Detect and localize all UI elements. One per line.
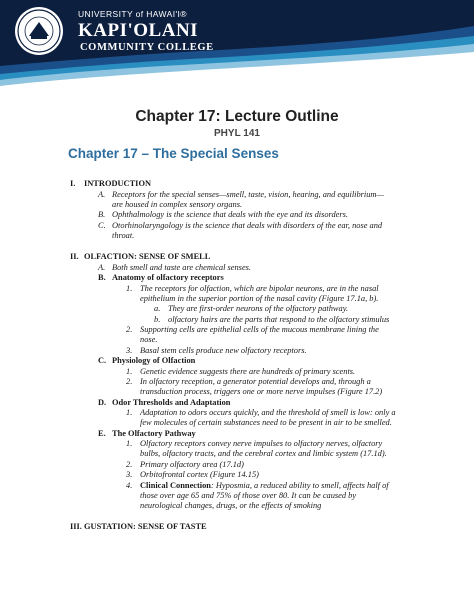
outline-text: few molecules of certain substances need to be present in air to be smelled.	[140, 418, 392, 427]
section-number: III.	[70, 522, 82, 531]
outline-text: olfactory hairs are the parts that respond to the olfactory stimulus	[168, 315, 390, 324]
outline-text: Orbitofrontal cortex (Figure 14.15)	[140, 470, 259, 479]
subheading-physiology: Physiology of Olfaction	[112, 356, 196, 365]
page-title: Chapter 17: Lecture Outline	[135, 108, 339, 125]
item-number: 4.	[126, 481, 133, 490]
item-letter: D.	[98, 398, 107, 407]
item-letter: E.	[98, 429, 106, 438]
outline-text: those over age 65 and 75% of those over 80. It can be caused by	[140, 491, 357, 500]
item-number: 2.	[126, 460, 133, 469]
outline-text: epithelium in the superior portion of the nasal cavity (Figure 17.1a, b).	[140, 294, 379, 303]
item-letter: B.	[98, 273, 106, 282]
outline-text: Olfactory receptors convey nerve impulses to olfactory nerves, olfactory	[140, 439, 383, 448]
outline-text: are housed in complex sensory organs.	[112, 200, 243, 209]
item-number: 3.	[126, 470, 133, 479]
chapter-heading: Chapter 17 – The Special Senses	[68, 146, 279, 161]
college-subtitle: COMMUNITY COLLEGE	[80, 42, 214, 53]
outline-text: Receptors for the special senses—smell, taste, vision, hearing, and equilibrium—	[112, 190, 384, 199]
item-letter: C.	[98, 356, 107, 365]
outline-text: Supporting cells are epithelial cells of the mucous membrane lining the	[140, 325, 379, 334]
subheading-anatomy: Anatomy of olfactory receptors	[112, 273, 224, 282]
section-heading-introduction: INTRODUCTION	[84, 179, 152, 188]
section-heading-olfaction: OLFACTION: SENSE OF SMELL	[84, 252, 211, 261]
outline-text: neurological changes, drugs, or the effects of smoking	[140, 501, 322, 510]
outline-text: transduction process, triggers one or more nerve impulses (Figure 17.2)	[140, 387, 383, 396]
outline-text: Primary olfactory area (17.1d)	[140, 460, 244, 469]
section-number: II.	[70, 252, 79, 261]
item-letter: B.	[98, 210, 106, 219]
subheading-pathway: The Olfactory Pathway	[112, 429, 196, 438]
outline-text: Adaptation to odors occurs quickly, and the threshold of smell is low: only a	[140, 408, 396, 417]
university-label: UNIVERSITY of HAWAI'I®	[78, 9, 187, 19]
item-letter: a.	[154, 304, 161, 313]
clinical-connection-label: Clinical Connection	[140, 481, 211, 490]
section-number: I.	[70, 179, 76, 188]
outline-text: bulbs, olfactory tracts, and the cerebral cortex and limbic system (17.1d).	[140, 449, 387, 458]
clinical-connection-line	[140, 481, 389, 492]
outline-text: Genetic evidence suggests there are hundreds of primary scents.	[140, 367, 356, 376]
outline-text: Basal stem cells produce new olfactory receptors.	[140, 346, 307, 355]
outline-text: Ophthalmology is the science that deals with the eye and its disorders.	[112, 210, 349, 219]
outline-text: : Hyposmia, a reduced ability to smell, affects half of	[210, 481, 389, 490]
item-number: 1.	[126, 439, 133, 448]
item-number: 1.	[126, 284, 133, 293]
outline-text: In olfactory reception, a generator potential develops and, through a	[140, 377, 371, 386]
outline-text: They are first-order neurons of the olfactory pathway.	[168, 304, 349, 313]
item-number: 2.	[126, 377, 133, 386]
outline-text: Both smell and taste are chemical senses.	[112, 263, 252, 272]
item-letter: C.	[98, 221, 106, 230]
item-letter: A.	[98, 263, 106, 272]
item-number: 1.	[126, 367, 133, 376]
outline-text: nose.	[140, 335, 158, 344]
item-letter: b.	[154, 315, 161, 324]
item-number: 3.	[126, 346, 133, 355]
outline-text: Otorhinolaryngology is the science that deals with disorders of the ear, nose and	[112, 221, 383, 230]
item-number: 2.	[126, 325, 133, 334]
subheading-thresholds: Odor Thresholds and Adaptation	[112, 398, 231, 407]
item-letter: A.	[98, 190, 106, 199]
outline-text: throat.	[112, 231, 135, 240]
item-number: 1.	[126, 408, 133, 417]
college-name: KAPI'OLANI	[78, 20, 199, 41]
course-code: PHYL 141	[214, 128, 260, 139]
section-heading-gustation: GUSTATION: SENSE OF TASTE	[84, 522, 207, 531]
outline-text: The receptors for olfaction, which are bipolar neurons, are in the nasal	[140, 284, 379, 293]
